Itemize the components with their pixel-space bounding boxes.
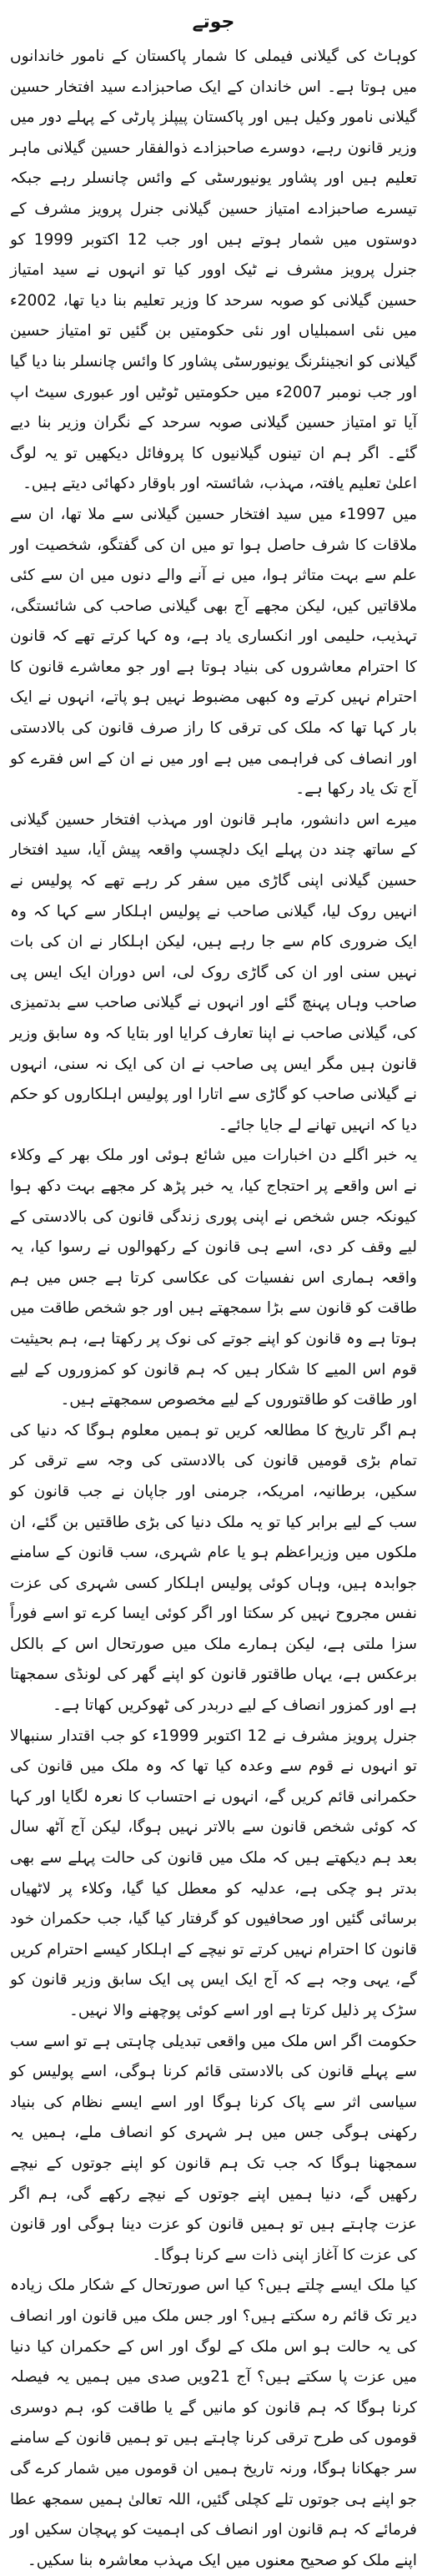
paragraph: یہ خبر اگلے دن اخبارات میں شائع ہوئی اور ملک بھر کے وکلاء نے اس واقعے پر احتجاج کیا، یہ خبر پڑھ کر مجھے بہت دکھ ہوا کیونکہ جس شخص نے اپنی پوری زندگی قانون کی بالادستی کے لیے وقف کر دی، اسے ہی قانون کے رکھوالوں نے رسوا کیا، یہ واقعہ ہماری اس نفسیات کی عکاسی کرتا ہے جس میں ہم طاقت کو قانون سے بڑا سمجھتے ہیں اور جو شخص طاقت میں ہوتا ہے وہ قانون کو اپنے جوتے کی نوک پر رکھتا ہے، ہم بحیثیت قوم اس المیے کا شکار ہیں کہ ہم قانون کو کمزوروں کے لیے اور طاقت کو طاقتوروں کے لیے مخصوص سمجھتے ہیں۔ (10, 1147, 417, 1409)
paragraph: کوہاٹ کی گیلانی فیملی کا شمار پاکستان کے نامور خاندانوں میں ہوتا ہے۔ اس خاندان کے ایک صاحبزادے سید افتخار حسین گیلانی نامور وکیل ہیں اور پاکستان پیپلز پارٹی کے پہلے دور میں وزیر قانون رہے، دوسرے صاحبزادے ذوالفقار حسین گیلانی ماہر تعلیم ہیں اور پشاور یونیورسٹی کے وائس چانسلر رہے جبکہ تیسرے صاحبزادے امتیاز حسین گیلانی جنرل پرویز مشرف کے دوستوں میں شمار ہوتے ہیں اور جب 12 اکتوبر 1999 کو جنرل پرویز مشرف نے ٹیک اوور کیا تو انہوں نے سید امتیاز حسین گیلانی کو صوبہ سرحد کا وزیر تعلیم بنا دیا تھا، 2002ء میں نئی اسمبلیاں اور نئی حکومتیں بن گئیں تو امتیاز حسین گیلانی کو انجینئرنگ یونیورسٹی پشاور کا وائس چانسلر بنا دیا گیا اور جب نومبر 2007ء میں حکومتیں ٹوٹیں اور عبوری سیٹ اپ آیا تو امتیاز حسین گیلانی صوبہ سرحد کے نگران وزیر بنا دیے گئے۔ اگر ہم ان تینوں گیلانیوں کا پروفائل دیکھیں تو یہ لوگ اعلیٰ تعلیم یافتہ، مہذب، شائستہ اور باوقار دکھائی دیتے ہیں۔ (10, 48, 417, 493)
paragraph: کیا ملک ایسے چلتے ہیں؟ کیا اس صورتحال کے شکار ملک زیادہ دیر تک قائم رہ سکتے ہیں؟ اور جس ملک میں قانون اور انصاف کی یہ حالت ہو اس ملک کے لوگ اور اس کے حکمران کیا دنیا میں عزت پا سکتے ہیں؟ آج 21ویں صدی میں ہمیں یہ فیصلہ کرنا ہوگا کہ ہم قانون کو مانیں گے یا طاقت کو، ہم دوسری قوموں کی طرح ترقی کرنا چاہتے ہیں تو ہمیں قانون کے سامنے سر جھکانا ہوگا، ورنہ تاریخ ہمیں ان قوموں میں شمار کرے گی جو اپنے ہی جوتوں تلے کچلی گئیں، اللہ تعالیٰ ہمیں سمجھ عطا فرمائے کہ ہم قانون اور انصاف کی اہمیت کو پہچان سکیں اور اپنے ملک کو صحیح معنوں میں ایک مہذب معاشرہ بنا سکیں۔ (10, 2276, 418, 2569)
paragraph: میں 1997ء میں سید افتخار حسین گیلانی سے ملا تھا، ان سے ملاقات کا شرف حاصل ہوا تو میں ان کی گفتگو، شخصیت اور علم سے بہت متاثر ہوا، میں نے آنے والے دنوں میں ان سے کئی ملاقاتیں کیں، لیکن مجھے آج بھی گیلانی صاحب کی شائستگی، تہذیب، حلیمی اور انکساری یاد ہے، وہ کہا کرتے تھے کہ قانون کا احترام معاشروں کی بنیاد ہوتا ہے اور جو معاشرے قانون کا احترام نہیں کرتے وہ کبھی مضبوط نہیں ہو پاتے، انہوں نے ایک بار کہا تھا کہ ملک کی ترقی کا راز صرف قانون کی بالادستی اور انصاف کی فراہمی میں ہے اور میں نے ان کے اس فقرے کو آج تک یاد رکھا ہے۔ (10, 505, 417, 799)
paragraph: جنرل پرویز مشرف نے 12 اکتوبر 1999ء کو جب اقتدار سنبھالا تو انہوں نے قوم سے وعدہ کیا تھا کہ وہ ملک میں قانون کی حکمرانی قائم کریں گے، انہوں نے احتساب کا نعرہ لگایا اور کہا کہ کوئی شخص قانون سے بالاتر نہیں ہوگا، لیکن آج آٹھ سال بعد ہم دیکھتے ہیں کہ ملک میں قانون کی حالت پہلے سے بھی بدتر ہو چکی ہے، عدلیہ کو معطل کیا گیا، وکلاء پر لاٹھیاں برسائی گئیں اور صحافیوں کو گرفتار کیا گیا، جب حکمران خود قانون کا احترام نہیں کرتے تو نیچے کے اہلکار کیسے احترام کریں گے، یہی وجہ ہے کہ آج ایک ایس پی ایک سابق وزیر قانون کو سڑک پر ذلیل کرتا ہے اور اسے کوئی پوچھنے والا نہیں۔ (10, 1727, 418, 2019)
article-title: جوتے (192, 12, 235, 33)
paragraph: ہم اگر تاریخ کا مطالعہ کریں تو ہمیں معلوم ہوگا کہ دنیا کی تمام بڑی قومیں قانون کی بالادستی کی وجہ سے ترقی کر سکیں، برطانیہ، امریکہ، جرمنی اور جاپان نے جب قانون کو سب کے لیے برابر کیا تو یہ ملک دنیا کی بڑی طاقتیں بن گئے، ان ملکوں میں وزیراعظم ہو یا عام شہری، سب قانون کے سامنے جوابدہ ہیں، وہاں کوئی پولیس اہلکار کسی شہری کی عزت نفس مجروح نہیں کر سکتا اور اگر کوئی ایسا کرے تو اسے فوراً سزا ملتی ہے، لیکن ہمارے ملک میں صورتحال اس کے بالکل برعکس ہے، یہاں طاقتور قانون کو اپنے گھر کی لونڈی سمجھتا ہے اور کمزور انصاف کے لیے دربدر کی ٹھوکریں کھاتا ہے۔ (10, 1421, 417, 1715)
paragraph: میرے اس دانشور، ماہر قانون اور مہذب افتخار حسین گیلانی کے ساتھ چند دن پہلے ایک دلچسپ واقعہ پیش آیا، سید افتخار حسین گیلانی اپنی گاڑی میں سفر کر رہے تھے کہ پولیس نے انہیں روک لیا، گیلانی صاحب نے پولیس اہلکار سے کہا کہ وہ ایک ضروری کام سے جا رہے ہیں، لیکن اہلکار نے ان کی بات نہیں سنی اور ان کی گاڑی روک لی، اس دوران ایک ایس پی صاحب وہاں پہنچ گئے اور انہوں نے گیلانی صاحب سے بدتمیزی کی، گیلانی صاحب نے اپنا تعارف کرایا اور بتایا کہ وہ سابق وزیر قانون ہیں مگر ایس پی صاحب نے ان کی ایک نہ سنی، انہوں نے گیلانی صاحب کو گاڑی سے اتارا اور پولیس اہلکاروں کو حکم دیا کہ انہیں تھانے لے جایا جائے۔ (10, 810, 417, 1134)
paragraph: حکومت اگر اس ملک میں واقعی تبدیلی چاہتی ہے تو اسے سب سے پہلے قانون کی بالادستی قائم کرنا ہوگی، اسے پولیس کو سیاسی اثر سے پاک کرنا ہوگا اور اسے ایسے نظام کی بنیاد رکھنی ہوگی جس میں ہر شہری کو انصاف ملے، ہمیں یہ سمجھنا ہوگا کہ جب تک ہم قانون کو اپنے جوتوں کے نیچے رکھیں گے، دنیا ہمیں اپنے جوتوں کے نیچے رکھے گی، ہم اگر عزت چاہتے ہیں تو ہمیں قانون کو عزت دینا ہوگی اور قانون کی عزت کا آغاز اپنی ذات سے کرنا ہوگا۔ (10, 2032, 417, 2264)
article-body (10, 42, 417, 2576)
